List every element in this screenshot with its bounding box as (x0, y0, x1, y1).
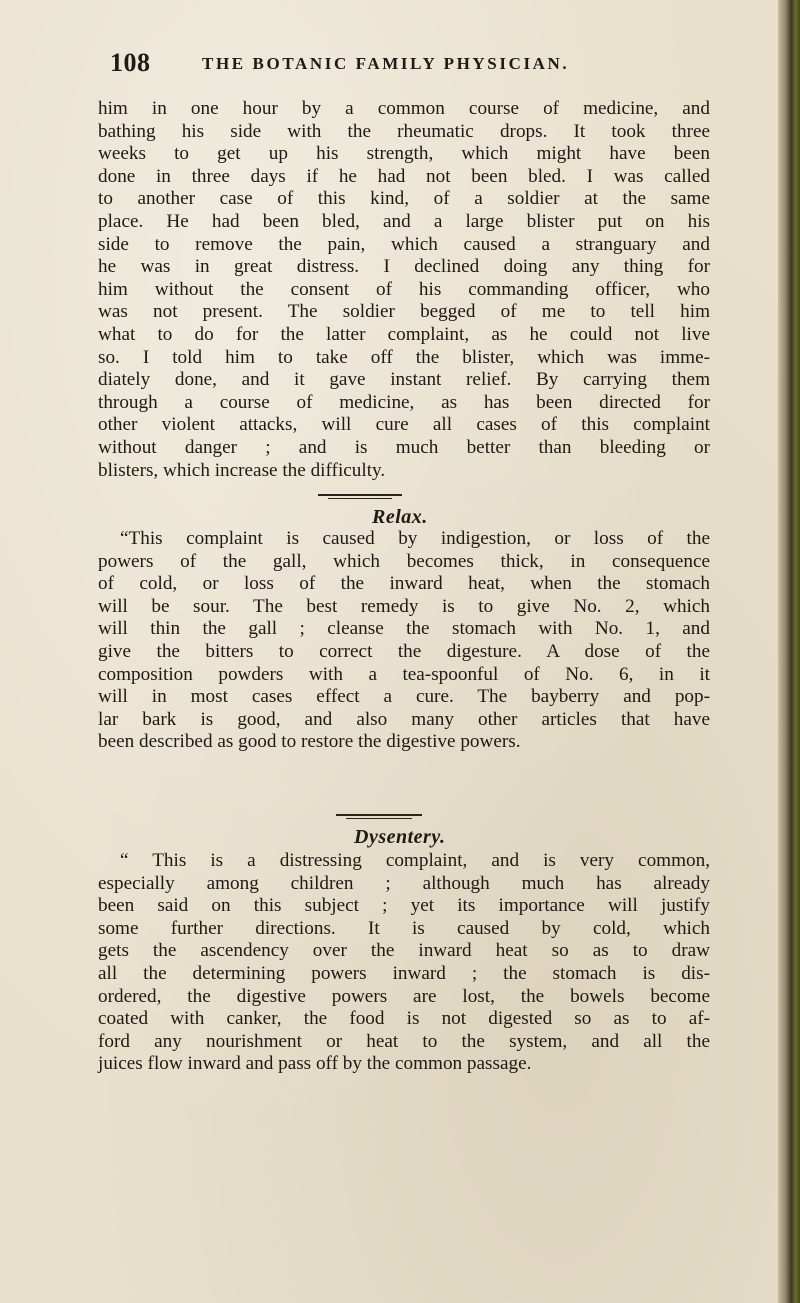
text-line: him in one hour by a common course of medicine, and (98, 98, 710, 119)
text-line: without danger ; and is much better than bleeding or (98, 436, 710, 458)
text-line: place. He had been bled, and a large blister put on his (98, 210, 710, 232)
text-line: powers of the gall, which becomes thick, in consequence (98, 550, 710, 572)
text-line: all the determining powers inward ; the stomach is dis- (98, 962, 710, 984)
text-line: blisters, which increase the difficulty. (98, 459, 386, 481)
text-line: weeks to get up his strength, which might have been (98, 143, 710, 165)
text-line: composition powders with a tea-spoonful of No. 6, in it (98, 663, 710, 685)
text-line: other violent attacks, will cure all cases of this complaint (98, 414, 710, 436)
paragraph-continued (98, 98, 710, 482)
text-line: diately done, and it gave instant relief. By carrying them (98, 369, 710, 391)
text-line: lar bark is good, and also many other articles that have (98, 708, 710, 730)
section-heading-relax: Relax. (372, 506, 428, 528)
text-line: he was in great distress. I declined doing any thing for (98, 256, 710, 278)
text-line: bathing his side with the rheumatic drops. It took three (98, 120, 710, 142)
running-head: THE BOTANIC FAMILY PHYSICIAN. (202, 54, 570, 73)
text-line: coated with canker, the food is not digested so as to af- (98, 1008, 710, 1030)
text-line: so. I told him to take off the blister, which was imme- (98, 346, 710, 368)
text-line: gets the ascendency over the inward heat so as to draw (98, 940, 710, 962)
section-divider-rule (336, 814, 422, 816)
text-line: give the bitters to correct the digesture. A dose of the (98, 640, 710, 662)
text-line: done in three days if he had not been bled. I was called (98, 165, 710, 187)
text-line: side to remove the pain, which caused a stranguary and (98, 233, 710, 255)
text-line: ordered, the digestive powers are lost, the bowels become (98, 985, 710, 1007)
section-heading-dysentery: Dysentery. (354, 826, 446, 848)
text-line: him without the consent of his commanding officer, who (98, 278, 710, 300)
section-divider-rule (318, 494, 402, 496)
text-line: was not present. The soldier begged of me to tell him (98, 301, 710, 323)
section-relax-body (98, 528, 710, 754)
text-line: been described as good to restore the digestive powers. (98, 731, 521, 753)
section-dysentery-body (98, 850, 710, 1076)
text-line: through a course of medicine, as has been directed for (98, 391, 710, 413)
text-line: what to do for the latter complaint, as he could not live (98, 323, 710, 345)
text-line: will in most cases effect a cure. The bayberry and pop- (98, 686, 710, 708)
page-header (110, 48, 750, 88)
book-binding-edge (778, 0, 800, 1303)
text-line: some further directions. It is caused by cold, which (98, 917, 710, 939)
text-line: “This complaint is caused by indigestion, or loss of the (120, 528, 710, 549)
text-line: will thin the gall ; cleanse the stomach with No. 1, and (98, 618, 710, 640)
text-line: juices flow inward and pass off by the common passage. (98, 1053, 532, 1075)
text-line: especially among children ; although much has already (98, 872, 710, 894)
text-line: will be sour. The best remedy is to give No. 2, which (98, 595, 710, 617)
text-line: “ This is a distressing complaint, and is very common, (120, 850, 710, 871)
text-line: to another case of this kind, of a soldier at the same (98, 188, 710, 210)
text-line: ford any nourishment or heat to the system, and all the (98, 1030, 710, 1052)
page-number: 108 (110, 48, 151, 77)
text-line: of cold, or loss of the inward heat, when the stomach (98, 573, 710, 595)
text-line: been said on this subject ; yet its importance will justify (98, 895, 710, 917)
